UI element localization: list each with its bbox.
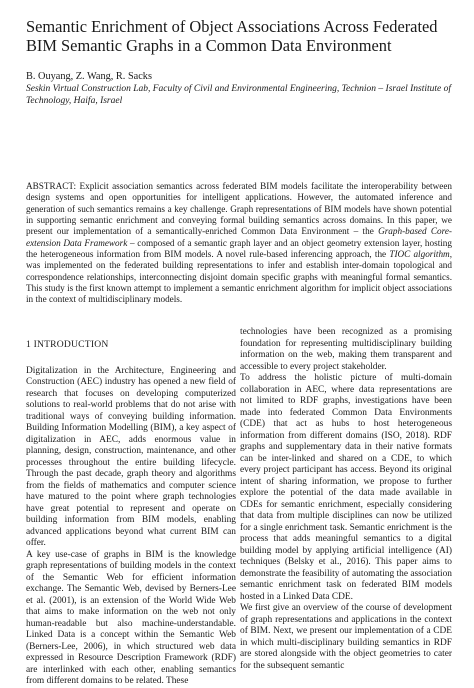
- body-paragraph: technologies have been recognized as a promising foundation for representing multidisciplinary building information on the web, making them transparent and accessible to every project stakeholder.: [240, 327, 452, 372]
- body-paragraph: To address the holistic picture of multi-domain collaboration in AEC, where data representations are not limited to RDF graphs, investigations have been made into federated Common Data Environments (CDE) that act as hubs to host heterogeneous information from different domains (ISO, 2018). RDF graphs and supplementary data in their native formats can be inter-linked and shared on a CDE, to which every project participant has access. Beyond its original intent of sharing information, we propose to further explore the potential of the data made available in CDEs for semantic enrichment, especially considering that data from multiple disciplines can now be utilized for a single enrichment task. Semantic enrichment is the process that adds meaningful semantics to a digital building model by applying artificial intelligence (AI) techniques (Belsky et al., 2016). This paper aims to demonstrate the feasibility of automating the association semantic enrichment task on federated BIM models hosted in a Linked Data CDE.: [240, 373, 452, 602]
- paper-authors: B. Ouyang, Z. Wang, R. Sacks: [26, 71, 152, 82]
- body-paragraph: Digitalization in the Architecture, Engineering and Construction (AEC) industry has opened a new field of research that focuses on developing computerized solutions to real-world problems that do not arise with traditional ways of conveying building information. Building Information Modelling (BIM), a key aspect of digitalization in AEC, adds enormous value in planning, design, construction, maintenance, and other processes throughout the entire building lifecycle. Through the past decade, graph theory and algorithms from the fields of mathematics and computer science have matured to the point where graph technologies have great potential to represent and operate on building information from BIM models, enabling advanced applications beyond what current BIM can offer.: [26, 365, 236, 548]
- abstract-text-3: , was implemented on the federated building representations to infer and establish inter-domain topological and correspondence relationships, interconnecting disjoint domain specific graphs with meaningful formal semantics. This study is the first known attempt to implement a semantic enrichment algorithm for implicit object associations in the context of multidisciplinary models.: [26, 249, 452, 305]
- paper-abstract: [26, 181, 452, 306]
- abstract-text-1: ABSTRACT: Explicit association semantics across federated BIM models facilitate the interoperability between design systems and open opportunities for intelligent applications. However, the automated inference and generation of such semantics remains a key challenge. Graph representations of BIM models have shown potential in supporting semantic enrichment and conveying formal building semantics across domains. In this paper, we present our implementation of a semantically-enriched Common Data Environment – the: [26, 181, 452, 237]
- abstract-italic-algorithm: TIOC algorithm: [389, 249, 450, 260]
- body-paragraph: We first give an overview of the course of development of graph representations and applications in the context of BIM. Next, we present our implementation of a CDE in which multi-disciplinary building semantics in RDF are stored alongside with the object geometries to cater for the subsequent semantic: [240, 603, 452, 671]
- paper-title: Semantic Enrichment of Object Associations Across Federated BIM Semantic Graphs in a Common Data Environment: [26, 17, 438, 55]
- right-column: [240, 327, 452, 672]
- body-paragraph: A key use-case of graphs in BIM is the knowledge graph representations of building models in the context of the Semantic Web for efficient information exchange. The Semantic Web, devised by Berners-Lee et al. (2001), is an extension of the World Wide Web that aims to make information on the web not only human-readable but also machine-understandable. Linked Data is a concept within the Semantic Web (Berners-Lee, 2006), in which structured web data expressed in Resource Description Framework (RDF) are interlinked with each other, enabling semantics from different domains to be related. These: [26, 549, 236, 686]
- paper-affiliation: Seskin Virtual Construction Lab, Faculty of Civil and Environmental Engineering, Technion – Israel Institute of Technology, Haifa, Israel: [26, 84, 451, 106]
- section-heading-introduction: 1 INTRODUCTION: [26, 339, 109, 350]
- abstract-text-2: – composed of a semantic graph layer and an object geometry extension layer, hosting the heterogeneous information from BIM models. A novel rule-based inferencing approach, the: [26, 237, 452, 260]
- abstract-italic-framework: Graph-based Core-extension Data Framework: [26, 226, 452, 248]
- left-column: [26, 339, 236, 688]
